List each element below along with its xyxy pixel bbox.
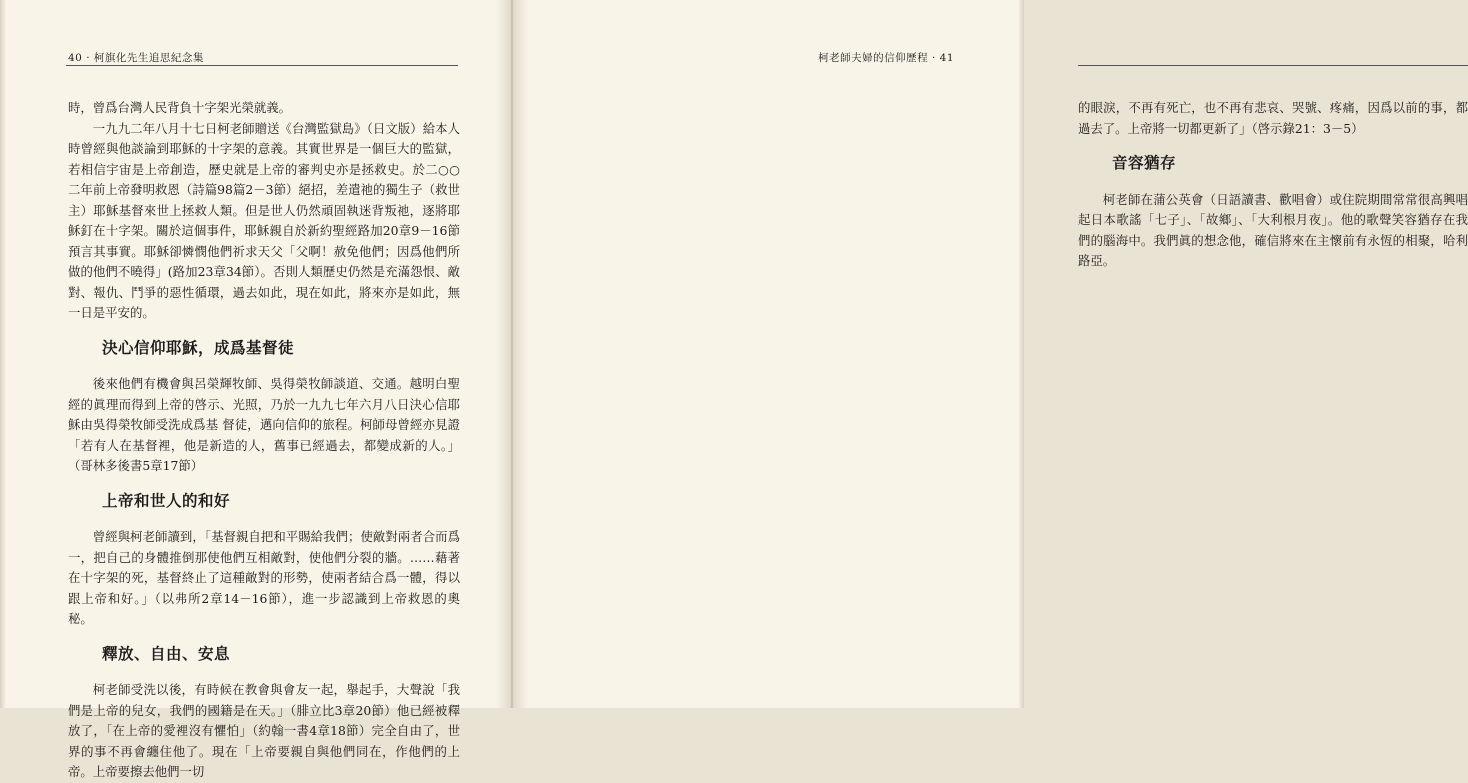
left-page	[0, 0, 510, 779]
paragraph-continuation: 時，曾爲台灣人民背負十字架光榮就義。	[68, 100, 292, 115]
right-page-header: 柯老師夫婦的信仰歷程 · 41	[818, 52, 954, 64]
book-gutter	[496, 0, 528, 708]
right-page	[512, 0, 1468, 708]
page-edge-shadow	[1018, 0, 1024, 708]
paragraph-continuation: 的眼淚，不再有死亡，也不再有悲哀、哭號、疼痛，因爲以前的事，都過去了。上帝將一切都更新了」（啓示錄21：3－5）	[1078, 100, 1468, 136]
paragraph: 一九九二年八月十七日柯老師贈送《台灣監獄島》（日文版）給本人時曾經與他談論到耶穌的十字架的意義。其實世界是一個巨大的監獄，若相信宇宙是上帝創造，歷史就是上帝的審判史亦是拯救史。於二○○二年前上帝發明救恩（詩篇98篇2－3節）絕招，差遣祂的獨生子（救世主）耶穌基督來世上拯救人類。但是世人仍然頑固執迷背叛祂，逐將耶穌釘在十字架。關於這個事件，耶穌親自於新約聖經路加20章9－16節預言其事實。耶穌卻憐憫他們祈求天父「父啊！赦免他們；因爲他們所做的他們不曉得」(路加23章34節）。否則人類歷史仍然是充滿怨恨、敵對、報仇、鬥爭的惡性循環，過去如此，現在如此，將來亦是如此，無一日是平安的。	[68, 120, 460, 320]
section-heading-freedom: 釋放、自由、安息	[102, 644, 231, 663]
left-header-rule	[66, 65, 458, 66]
right-header-rule	[1078, 65, 1468, 66]
right-page-body	[1078, 98, 1468, 272]
paragraph: 後來他們有機會與呂榮輝牧師、吳得榮牧師談道、交通。越明白聖經的眞理而得到上帝的啓示、光照，乃於一九九七年六月八日決心信耶穌由吳得榮牧師受洗成爲基 督徒，邁向信仰的旅程。柯師母曾經亦見證「若有人在基督裡，他是新造的人，舊事已經過去，都變成新的人。」（哥林多後書5章17節）	[68, 376, 460, 473]
paragraph: 柯老師在蒲公英會（日語讀書、歡唱會）或住院期間常常很高興唱起日本歌謠「七子」、「故鄉」、「大利根月夜」。他的歌聲笑容猶存在我們的腦海中。我們眞的想念他，確信將來在主懷前有永恆的相聚，哈利路亞。	[1078, 191, 1468, 268]
left-page-header: 40 · 柯旗化先生追思紀念集	[68, 52, 204, 64]
page-edge-shadow	[0, 0, 6, 708]
left-page-body	[68, 98, 460, 783]
section-heading-memories: 音容猶存	[1112, 154, 1177, 172]
section-heading-reconciliation: 上帝和世人的和好	[102, 491, 231, 510]
paragraph: 曾經與柯老師讀到，「基督親自把和平賜給我們；使敵對兩者合而爲一，把自己的身體推倒那使他們互相敵對，使他們分裂的牆。……藉著在十字架的死，基督終止了這種敵對的形勢，使兩者結合爲一體，得以跟上帝和好。」（以弗所2章14－16節），進一步認識到上帝救恩的奧秘。	[68, 529, 460, 626]
section-heading-faith-decision: 決心信仰耶穌，成爲基督徒	[102, 338, 295, 357]
paragraph: 柯老師受洗以後，有時候在教會與會友一起，舉起手，大聲說「我們是上帝的兒女，我們的國籍是在天。」（腓立比3章20節）他已經被釋放了，「在上帝的愛裡沒有懼怕」（約翰一書4章18節）完全自由了，世界的事不再會纏住他了。現在「上帝要親自與他們同在，作他們的上帝。上帝要擦去他們一切	[68, 682, 460, 779]
